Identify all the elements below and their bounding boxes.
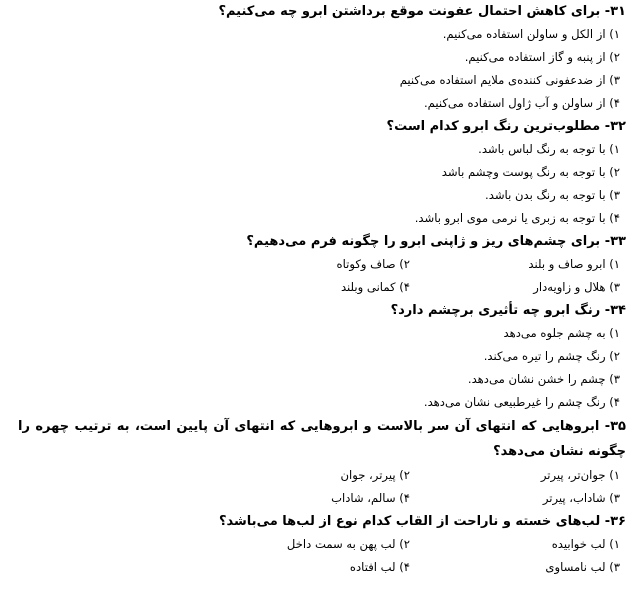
question-32-option-2: ۲) با توجه به رنگ پوست وچشم باشد — [441, 165, 620, 179]
question-32-option-1: ۱) با توجه به رنگ لباس باشد. — [478, 142, 620, 156]
question-36-title: ۳۶- لب‌های خسته و ناراحت از القاب کدام نوع از لب‌ها می‌باشد؟ — [218, 514, 626, 529]
question-31-option-3: ۳) از ضدعفونی کننده‌ی ملایم استفاده می‌کنیم — [399, 73, 620, 87]
question-35-title: ۳۵- ابروهایی که انتهای آن سر بالاست و ابروهایی که انتهای آن پایین است، به ترتیب چهره را چگونه نشان می‌دهد؟ — [18, 419, 626, 459]
question-33-option-3: ۳) هلال و زاویه‌دار — [533, 280, 620, 294]
question-34-option-4: ۴) رنگ چشم را غیرطبیعی نشان می‌دهد. — [423, 395, 620, 409]
question-32-option-3: ۳) با توجه به رنگ بدن باشد. — [485, 188, 620, 202]
question-33-option-1: ۱) ابرو صاف و بلند — [528, 257, 620, 271]
question-33-option-4: ۴) کمانی وبلند — [340, 280, 410, 294]
question-36-option-3: ۳) لب نامساوی — [545, 560, 620, 574]
question-36-options-row-2 — [18, 556, 626, 579]
question-31-option-4: ۴) از ساولن و آب ژاول استفاده می‌کنیم. — [423, 96, 620, 110]
question-33-option-2: ۲) صاف وکوتاه — [336, 257, 410, 271]
question-36-options-row-1 — [18, 533, 626, 556]
question-31-title: ۳۱- برای کاهش احتمال عفونت موقع برداشتن ابرو چه می‌کنیم؟ — [218, 4, 626, 19]
question-33-options-row-1 — [18, 253, 626, 276]
question-35-option-1: ۱) جوان‌تر، پیرتر — [540, 468, 620, 482]
question-33-title: ۳۳- برای چشم‌های ریز و ژاپنی ابرو را چگونه فرم می‌دهیم؟ — [246, 234, 626, 249]
question-34-option-2: ۲) رنگ چشم را تیره می‌کند. — [483, 349, 620, 363]
question-34-option-1: ۱) به چشم جلوه می‌دهد — [503, 326, 620, 340]
question-32-option-4: ۴) با توجه به زبری یا نرمی موی ابرو باشد. — [414, 211, 620, 225]
question-34-title: ۳۴- رنگ ابرو چه تأثیری برچشم دارد؟ — [390, 303, 626, 318]
question-31-option-2: ۲) از پنبه و گاز استفاده می‌کنیم. — [464, 50, 620, 64]
question-35-option-4: ۴) سالم، شاداب — [331, 491, 410, 505]
question-36-option-2: ۲) لب پهن به سمت داخل — [286, 537, 410, 551]
question-33-options-row-2 — [18, 276, 626, 299]
question-35-options-row-2 — [18, 487, 626, 510]
question-35-options-row-1 — [18, 464, 626, 487]
question-34-option-3: ۳) چشم را خشن نشان می‌دهد. — [467, 372, 620, 386]
question-36-option-4: ۴) لب افتاده — [349, 560, 410, 574]
question-31-option-1: ۱) از الکل و ساولن استفاده می‌کنیم. — [442, 27, 620, 41]
question-32-title: ۳۲- مطلوب‌ترین رنگ ابرو کدام است؟ — [386, 119, 626, 134]
question-36-option-1: ۱) لب خوابیده — [551, 537, 620, 551]
question-35-option-2: ۲) پیرتر، جوان — [340, 468, 410, 482]
question-35-option-3: ۳) شاداب، پیرتر — [542, 491, 620, 505]
